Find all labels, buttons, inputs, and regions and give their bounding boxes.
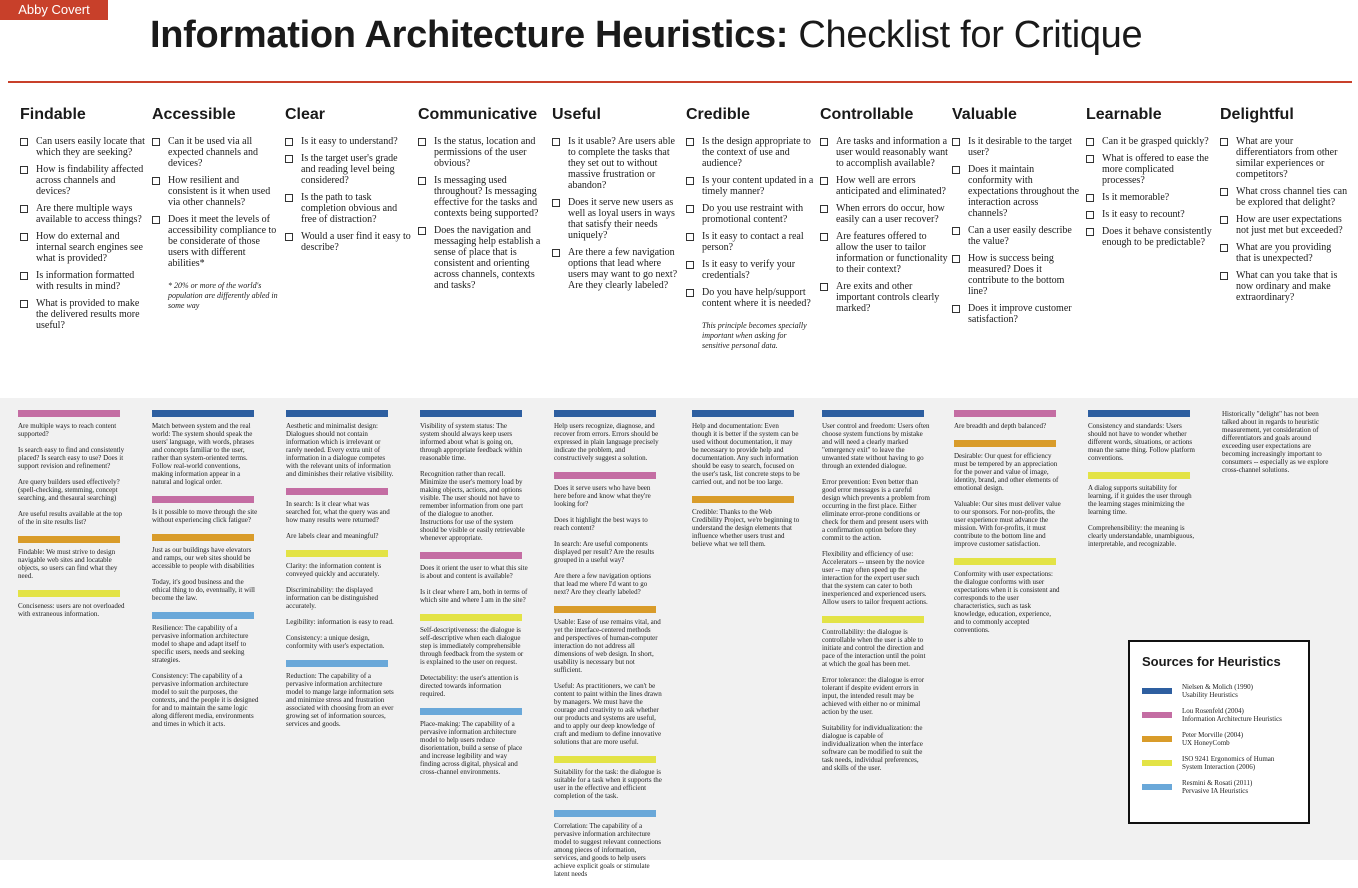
source-text: Is it clear where I am, both in terms of which site and where I am in the site? — [420, 588, 528, 604]
heuristic-column-communicative — [418, 106, 546, 297]
heuristic-column-credible — [686, 106, 814, 351]
legend-description: Information Architecture Heuristics — [1182, 715, 1282, 723]
question-list — [1220, 136, 1348, 303]
source-color-bar — [286, 410, 388, 417]
source-text: Comprehensibility: the meaning is clearly understandable, unambiguous, interpretable, and recognizable. — [1088, 524, 1195, 548]
legend-description: Pervasive IA Heuristics — [1182, 787, 1249, 795]
source-color-bar — [18, 536, 120, 543]
heuristic-column-controllable — [820, 106, 948, 320]
source-text: Detectability: the user's attention is directed towards information required. — [420, 674, 519, 698]
source-text: Consistency: The capability of a pervasive information architecture model to suit the purposes, the contexts, and the people it is designed for and to maintain the same logic along different media, environments and times in which it acts. — [152, 672, 259, 728]
checklist-item[interactable]: How well are errors anticipated and eliminated? — [820, 175, 948, 197]
source-color-bar — [1088, 410, 1190, 417]
source-block — [420, 708, 528, 776]
source-text: Controllability: the dialogue is controllable when the user is able to initiate and control the direction and pace of the interaction until the point at which the goal has been met. — [822, 628, 926, 668]
heuristic-title: Clear — [285, 106, 326, 123]
checklist-item[interactable]: Does it behave consistently enough to be predictable? — [1086, 226, 1214, 248]
heuristic-column-valuable — [952, 106, 1080, 331]
source-color-bar — [420, 552, 522, 559]
source-text: Correlation: The capability of a pervasive information architecture model to suggest relevant connections among pieces of information, services, and goods to help users achieve explicit goals or stimulate latent needs — [554, 822, 661, 878]
checklist-item[interactable]: How is findability affected across channels and devices? — [20, 164, 148, 197]
legend-label — [1182, 707, 1282, 723]
question-list — [20, 136, 148, 331]
checklist-item[interactable]: What are you providing that is unexpected? — [1220, 242, 1348, 264]
source-block — [1222, 410, 1330, 474]
legend-source: Resmini & Rosati (2011) — [1182, 779, 1253, 787]
source-color-bar — [286, 550, 388, 557]
checklist-item[interactable]: Is it usable? Are users able to complete the tasks that they set out to without massive frustration or abandon? — [552, 136, 680, 191]
footnote: This principle becomes specially important when asking for sensitive personal data. — [702, 321, 807, 350]
source-text: Legibility: information is easy to read. — [286, 618, 394, 626]
source-block — [18, 536, 126, 580]
source-color-bar — [18, 410, 120, 417]
legend-source: Lou Rosenfeld (2004) — [1182, 707, 1244, 715]
source-color-bar — [954, 558, 1056, 565]
checklist-item[interactable]: Is messaging used throughout? Is messaging effective for the tasks and contexts being supported? — [418, 175, 546, 219]
source-block — [554, 810, 662, 878]
heuristic-title: Credible — [686, 106, 751, 123]
source-column — [420, 410, 528, 786]
legend-description: Usability Heuristics — [1182, 691, 1238, 699]
checklist-item[interactable]: What is offered to ease the more complicated processes? — [1086, 153, 1214, 186]
heuristic-column-learnable — [1086, 106, 1214, 254]
source-block — [286, 550, 394, 650]
source-text: Usable: Ease of use remains vital, and yet the interface-centered methods and perspectives of human-computer interaction do not address all dimensions of web design. In short, usability is necessary but not sufficient. — [554, 618, 661, 674]
legend-label — [1182, 683, 1253, 699]
source-text: Help and documentation: Even though it is better if the system can be used without documentation, it may be necessary to provide help and documentation. Any such information should be easy to search, focused on the user's task, list concrete steps to be carried out, and not be too large. — [692, 422, 800, 486]
checklist-item[interactable]: How is success being measured? Does it contribute to the bottom line? — [952, 253, 1080, 297]
source-text: Are there a few navigation options that lead me where I'd want to go next? Are they clearly labeled? — [554, 572, 651, 596]
source-color-bar — [554, 472, 656, 479]
page-title — [150, 10, 1142, 60]
question-list — [686, 136, 814, 309]
heuristic-title: Communicative — [418, 106, 538, 123]
source-text: Does it orient the user to what this site is about and content is available? — [420, 564, 528, 580]
checklist-item[interactable]: Does the navigation and messaging help establish a sense of place that is consistent and orienting across channels, contexts and tasks? — [418, 225, 546, 291]
checklist-item[interactable]: Are there a few navigation options that lead where users may want to go next? Are they clearly labeled? — [552, 247, 680, 291]
source-text: Recognition rather than recall. Minimize the user's memory load by making objects, actions, and options visible. The user should not have to remember information from one part of the dialogue to another. Instructions for use of the system should be visible or easily retrievable whenever appropriate. — [420, 470, 525, 542]
legend-swatch — [1142, 712, 1172, 718]
heuristic-title: Findable — [20, 106, 86, 123]
source-text: Self-descriptiveness: the dialogue is self-descriptive when each dialogue step is immediately comprehensible through feedback from the system or is explained to the user on request. — [420, 626, 524, 666]
legend-label — [1182, 779, 1252, 795]
source-text: Historically "delight" has not been talked about in regards to heuristic measurement, yet consideration of differentiators and goals around exceeding user expectations are becoming increasingly important to consumers -- especially as we explore cross-channel solutions. — [1222, 410, 1329, 474]
source-text: Desirable: Our quest for efficiency must be tempered by an appreciation for the power and value of image, identity, brand, and other elements of emotional design. — [954, 452, 1059, 492]
question-list — [418, 136, 546, 291]
heuristic-column-useful — [552, 106, 680, 297]
checklist-item[interactable]: Is it easy to contact a real person? — [686, 231, 814, 253]
legend-description: UX HoneyComb — [1182, 739, 1230, 747]
source-color-bar — [954, 440, 1056, 447]
source-text: Consistency and standards: Users should not have to wonder whether different words, situations, or actions mean the same thing. Follow platform conventions. — [1088, 422, 1195, 462]
source-column — [1088, 410, 1196, 558]
heuristic-column-delightful — [1220, 106, 1348, 309]
source-text: Is it possible to move through the site without experiencing click fatigue? — [152, 508, 258, 524]
source-text: Clarity: the information content is conveyed quickly and accurately. — [286, 562, 382, 578]
legend-source: Peter Morville (2004) — [1182, 731, 1244, 739]
source-text: Just as our buildings have elevators and ramps, our web sites should be accessible to people with disabilities — [152, 546, 255, 570]
checklist-item[interactable]: Is the target user's grade and reading level being considered? — [285, 153, 413, 186]
source-block — [286, 660, 394, 728]
source-block — [692, 496, 800, 548]
source-text: Consistency: a unique design, conformity with user's expectation. — [286, 634, 385, 650]
source-color-bar — [420, 410, 522, 417]
source-text: Match between system and the real world: The system should speak the users' language, with words, phrases and concepts familiar to the user, rather than system-oriented terms. Follow real-world conventions, making information appear in a natural and logical order. — [152, 422, 254, 486]
source-text: Suitability for individualization: the dialogue is capable of individualization when the interface software can be modified to suit the task needs, individual preferences, and skills of the user. — [822, 724, 923, 772]
legend-swatch — [1142, 760, 1172, 766]
source-block — [1088, 410, 1196, 462]
checklist-item[interactable]: Are tasks and information a user would reasonably want to accomplish available? — [820, 136, 948, 169]
checklist-item[interactable]: Is it easy to recount? — [1086, 209, 1214, 220]
source-color-bar — [554, 756, 656, 763]
checklist-item[interactable]: Can it be grasped quickly? — [1086, 136, 1214, 147]
source-column — [822, 410, 930, 782]
checklist-item[interactable]: Does it meet the levels of accessibility compliance to be considerate of those users with different abilities* — [152, 214, 280, 269]
source-text: Reduction: The capability of a pervasive information architecture model to mange large information sets and minimize stress and frustration associated with choosing from an ever growing set of information sources, services and goods. — [286, 672, 394, 728]
source-text: Discriminability: the displayed information can be distinguished accurately. — [286, 586, 378, 610]
legend-item-nielsen — [1142, 679, 1308, 703]
source-text: Conciseness: users are not overloaded with extraneous information. — [18, 602, 125, 618]
source-text: Place-making: The capability of a pervasive information architecture model to help users reduce disorientation, build a sense of place and increase legibility and way finding across digital, physical and cross-channel environments. — [420, 720, 523, 776]
source-color-bar — [554, 410, 656, 417]
legend-label — [1182, 755, 1274, 771]
source-text: Are multiple ways to reach content supported? — [18, 422, 117, 438]
source-block — [554, 410, 662, 462]
source-color-bar — [152, 534, 254, 541]
source-text: User control and freedom: Users often choose system functions by mistake and will need a clearly marked "emergency exit" to leave the unwanted state without having to go through an extended dialogue. — [822, 422, 930, 470]
source-color-bar — [152, 612, 254, 619]
source-block — [18, 410, 126, 526]
source-text: Credible: Thanks to the Web Credibility Project, we're beginning to understand the design elements that influence whether users trust and believe what we tell them. — [692, 508, 800, 548]
source-block — [1088, 472, 1196, 548]
source-color-bar — [1088, 472, 1190, 479]
source-block — [822, 410, 930, 606]
legend-source: Nielsen & Molich (1990) — [1182, 683, 1253, 691]
source-block — [420, 614, 528, 698]
source-column — [18, 410, 126, 628]
source-block — [420, 552, 528, 604]
source-block — [954, 410, 1062, 430]
checklist-item[interactable]: Can it be used via all expected channels and devices? — [152, 136, 280, 169]
legend-swatch — [1142, 784, 1172, 790]
heuristic-title: Controllable — [820, 106, 914, 123]
title-subtitle: Checklist for Critique — [788, 14, 1143, 56]
question-list — [820, 136, 948, 314]
checklist-item[interactable]: Are there multiple ways available to access things? — [20, 203, 148, 225]
checklist-item[interactable]: Is information formatted with results in mind? — [20, 270, 148, 292]
source-block — [152, 534, 260, 602]
source-text: Is search easy to find and consistently placed? Is search easy to use? Does it support revision and refinement? — [18, 446, 125, 470]
heuristic-column-findable — [20, 106, 148, 337]
legend-swatch — [1142, 688, 1172, 694]
heuristic-column-accessible — [152, 106, 280, 311]
source-text: Does it serve users who have been here before and know what they're looking for? — [554, 484, 651, 508]
checklist-item[interactable]: Would a user find it easy to describe? — [285, 231, 413, 253]
author-badge: Abby Covert — [0, 0, 108, 20]
source-column — [286, 410, 394, 738]
legend-description: System Interaction (2006) — [1182, 763, 1256, 771]
checklist-item[interactable]: How resilient and consistent is it when used via other channels? — [152, 175, 280, 208]
source-column — [692, 410, 800, 558]
checklist-item[interactable]: When errors do occur, how easily can a user recover? — [820, 203, 948, 225]
source-color-bar — [420, 614, 522, 621]
source-color-bar — [286, 660, 388, 667]
source-color-bar — [954, 410, 1056, 417]
source-column — [954, 410, 1062, 644]
checklist-item[interactable]: Is it desirable to the target user? — [952, 136, 1080, 158]
source-color-bar — [18, 590, 120, 597]
heuristic-title: Accessible — [152, 106, 236, 123]
source-block — [954, 558, 1062, 634]
source-text: In search: Is it clear what was searched for, what the query was and how many results were returned? — [286, 500, 390, 524]
checklist-item[interactable]: Are exits and other important controls clearly marked? — [820, 281, 948, 314]
checklist-item[interactable]: What are your differentiators from other similar experiences or competitors? — [1220, 136, 1348, 180]
checklist-item[interactable]: Is it memorable? — [1086, 192, 1214, 203]
heuristic-title: Learnable — [1086, 106, 1162, 123]
checklist-item[interactable]: How do external and internal search engines see what is provided? — [20, 231, 148, 264]
source-text: Error tolerance: the dialogue is error tolerant if despite evident errors in input, the intended result may be achieved with either no or minimal action by the user. — [822, 676, 925, 716]
source-color-bar — [822, 616, 924, 623]
checklist-item[interactable]: How are user expectations not just met but exceeded? — [1220, 214, 1348, 236]
source-text: Does it highlight the best ways to reach content? — [554, 516, 648, 532]
question-list — [952, 136, 1080, 325]
source-text: Error prevention: Even better than good error messages is a careful design which prevents a problem from occurring in the first place. Either eliminate error-prone conditions or check for them and present users with a confirmation option before they commit to the action. — [822, 478, 930, 542]
source-text: Today, it's good business and the ethical thing to do, eventually, it will become the law. — [152, 578, 255, 602]
checklist-item[interactable]: Can users easily locate that which they are seeking? — [20, 136, 148, 158]
checklist-item[interactable]: What is provided to make the delivered results more useful? — [20, 298, 148, 331]
legend-item-rosenfeld — [1142, 703, 1308, 727]
heuristic-column-clear — [285, 106, 413, 259]
checklist-item[interactable]: Does it improve customer satisfaction? — [952, 303, 1080, 325]
source-block — [554, 606, 662, 746]
checklist-item[interactable]: Can a user easily describe the value? — [952, 225, 1080, 247]
source-column — [554, 410, 662, 888]
checklist-item[interactable]: What cross channel ties can be explored that delight? — [1220, 186, 1348, 208]
source-block — [554, 756, 662, 800]
source-text: Suitability for the task: the dialogue is suitable for a task when it supports the user in the effective and efficient completion of the task. — [554, 768, 662, 800]
legend-title: Sources for Heuristics — [1142, 654, 1281, 669]
source-text: Flexibility and efficiency of use: Accelerators -- unseen by the novice user -- may often speed up the interaction for the expert user such that the system can cater to both inexperienced and experienced users. Allow users to tailor frequent actions. — [822, 550, 928, 606]
legend-item-morville — [1142, 727, 1308, 751]
source-column — [152, 410, 260, 738]
checklist-item[interactable]: Is it easy to understand? — [285, 136, 413, 147]
source-block — [420, 410, 528, 542]
checklist-item[interactable]: Does it serve new users as well as loyal users in ways that satisfy their needs uniquely? — [552, 197, 680, 241]
question-list — [285, 136, 413, 253]
source-text: Valuable: Our sites must deliver value to our sponsors. For non-profits, the user experience must advance the mission. With for-profits, it must contribute to the bottom line and improve customer satisfaction. — [954, 500, 1061, 548]
legend-label — [1182, 731, 1243, 747]
source-block — [152, 410, 260, 486]
source-block — [18, 590, 126, 618]
source-text: Conformity with user expectations: the dialogue conforms with user expectations when it is consistent and corresponds to the user characteristics, such as task knowledge, education, experience, and to commonly accepted conventions. — [954, 570, 1060, 634]
source-block — [286, 488, 394, 540]
source-color-bar — [152, 410, 254, 417]
source-text: In search: Are useful components displayed per result? Are the results grouped in a useful way? — [554, 540, 655, 564]
source-text: A dialog supports suitability for learning, if it guides the user through the learning stages minimizing the learning time. — [1088, 484, 1192, 516]
checklist-item[interactable]: Do you use restraint with promotional content? — [686, 203, 814, 225]
source-color-bar — [286, 488, 388, 495]
checklist-item[interactable]: What can you take that is now ordinary and make extraordinary? — [1220, 270, 1348, 303]
legend-item-resmini — [1142, 775, 1308, 799]
source-block — [152, 496, 260, 524]
source-column — [1222, 410, 1330, 484]
source-block — [152, 612, 260, 728]
question-list — [152, 136, 280, 269]
source-block — [822, 616, 930, 772]
source-text: Findable: We must strive to design navigable web sites and locatable objects, so users can find what they need. — [18, 548, 118, 580]
source-text: Help users recognize, diagnose, and recover from errors. Errors should be expressed in plain language precisely indicate the problem, and constructively suggest a solution. — [554, 422, 659, 462]
heuristic-title: Valuable — [952, 106, 1017, 123]
source-color-bar — [554, 606, 656, 613]
heuristic-title: Useful — [552, 106, 601, 123]
source-text: Aesthetic and minimalist design: Dialogues should not contain information which is irrelevant or rarely needed. Every extra unit of information in a dialogue competes with the relevant units of information and diminishes their relative visibility. — [286, 422, 394, 478]
source-text: Are labels clear and meaningful? — [286, 532, 379, 540]
source-block — [554, 472, 662, 596]
source-block — [286, 410, 394, 478]
source-text: Are query builders used effectively? (spell-checking, stemming, concept searching, and thesaural searching) — [18, 478, 120, 502]
checklist-item[interactable]: Is the path to task completion obvious and free of distraction? — [285, 192, 413, 225]
question-list — [552, 136, 680, 291]
source-color-bar — [692, 410, 794, 417]
source-text: Are useful results available at the top of the in site results list? — [18, 510, 123, 526]
source-block — [954, 440, 1062, 548]
source-text: Resilience: The capability of a pervasive information architecture model to shape and adapt itself to specific users, needs and seeking strategies. — [152, 624, 249, 664]
checklist-item[interactable]: Does it maintain conformity with expectations throughout the interaction across channels? — [952, 164, 1080, 219]
source-text: Are breadth and depth balanced? — [954, 422, 1047, 430]
question-list — [1086, 136, 1214, 248]
title-divider — [8, 81, 1352, 83]
source-text: Visibility of system status: The system should always keep users informed about what is going on, through appropriate feedback within reasonable time. — [420, 422, 523, 462]
legend-source: ISO 9241 Ergonomics of Human — [1182, 755, 1275, 763]
checklist-item[interactable]: Is your content updated in a timely manner? — [686, 175, 814, 197]
legend-item-iso — [1142, 751, 1308, 775]
source-block — [692, 410, 800, 486]
source-color-bar — [554, 810, 656, 817]
footnote: * 20% or more of the world's population are differently abled in some way — [168, 281, 278, 310]
source-color-bar — [692, 496, 794, 503]
title-bold: Information Architecture Heuristics: — [150, 14, 789, 56]
source-text: Useful: As practitioners, we can't be content to paint within the lines drawn by managers. We must have the courage and creativity to ask whether our products and systems are useful, and to apply our deep knowledge of craft and medium to define innovative solutions that are more useful. — [554, 682, 662, 746]
checklist-item[interactable]: Is it easy to verify your credentials? — [686, 259, 814, 281]
checklist-item[interactable]: Do you have help/support content where it is needed? — [686, 287, 814, 309]
source-color-bar — [420, 708, 522, 715]
heuristic-title: Delightful — [1220, 106, 1294, 123]
legend-list — [1130, 679, 1308, 799]
source-color-bar — [822, 410, 924, 417]
checklist-item[interactable]: Are features offered to allow the user to tailor information or functionality to their context? — [820, 231, 948, 275]
checklist-item[interactable]: Is the design appropriate to the context of use and audience? — [686, 136, 814, 169]
sources-legend — [1128, 640, 1310, 824]
legend-swatch — [1142, 736, 1172, 742]
source-color-bar — [152, 496, 254, 503]
checklist-item[interactable]: Is the status, location and permissions of the user obvious? — [418, 136, 546, 169]
